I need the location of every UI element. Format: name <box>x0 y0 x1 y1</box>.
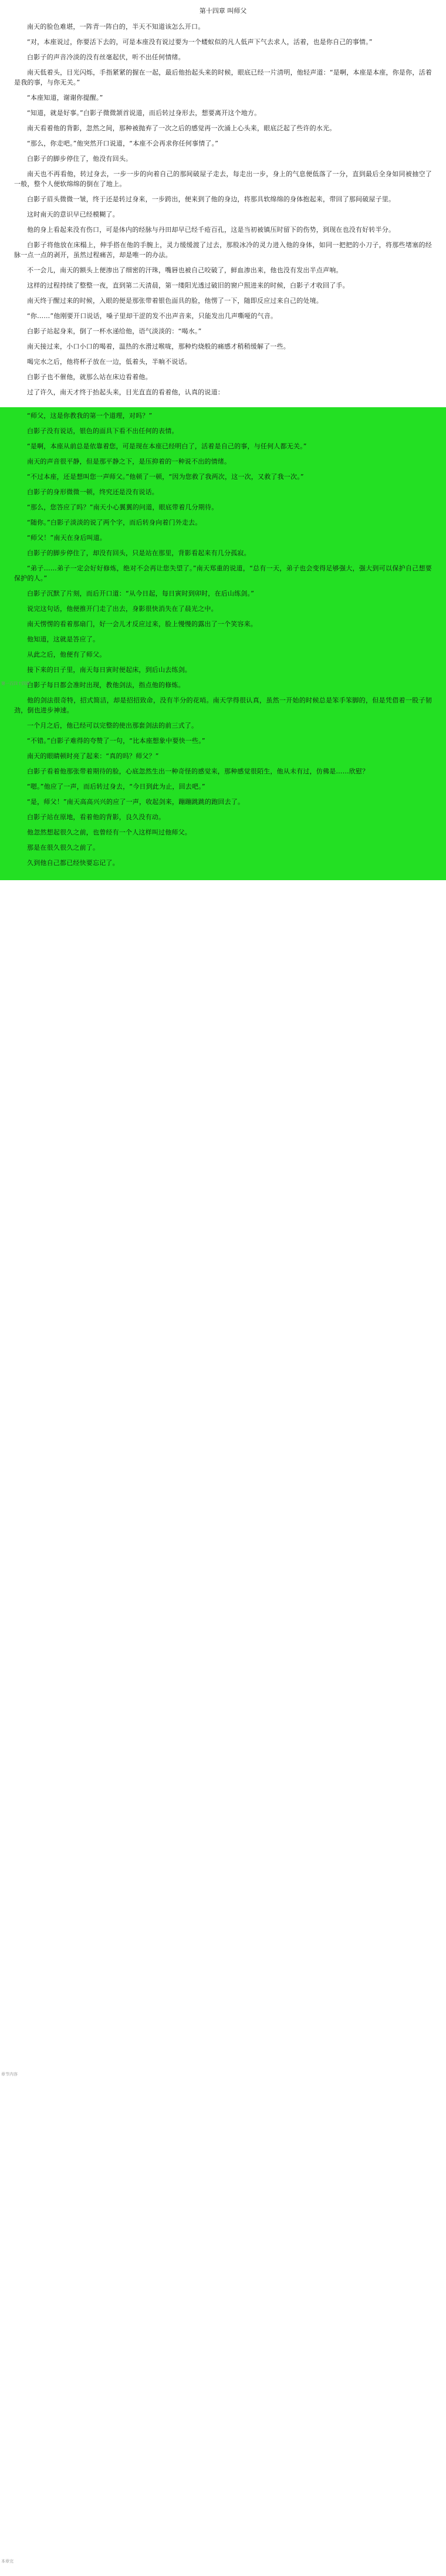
paragraph: 接下来的日子里，南天每日寅时便起床，到后山去练剑。 <box>27 666 191 674</box>
paragraph: “你……”他刚要开口说话，嗓子里却干涩的发不出声音来，只能发出几声嘶哑的气音。 <box>27 312 278 320</box>
paragraph: “那么，您答应了吗？”南天小心翼翼的问道，眼底带着几分期待。 <box>27 503 218 511</box>
paragraph: 过了许久，南天才终于抬起头来，目光直直的看着他，认真的说道： <box>27 388 224 396</box>
paragraph: 他忽然想起很久之前，也曾经有一个人这样叫过他师父。 <box>27 829 191 836</box>
paragraph: “师父，这是你教我的第一个道理，对吗？” <box>27 412 153 420</box>
paragraph: 喝完水之后，他将杯子放在一边，低着头，半晌不说话。 <box>27 358 191 366</box>
paragraph: 白影子的身形微微一顿，终究还是没有说话。 <box>27 488 158 496</box>
paragraph: 南天看着他的背影，忽然之间，那种被抛弃了一次之后的感觉再一次涌上心头来，眼底泛起了些许的水光。 <box>27 124 336 132</box>
paragraph: 白影子的脚步停住了，却没有回头，只是站在那里，背影看起来有几分孤寂。 <box>27 549 251 557</box>
paragraph: “知道，就是好事。”白影子微微颔首说道，而后转过身形去，想要离开这个地方。 <box>27 109 261 117</box>
paragraph: “嗯。”他应了一声，而后转过身去，“今日到此为止，回去吧。” <box>27 783 205 790</box>
paragraph: 白影子没有说话，银色的面具下看不出任何的表情。 <box>27 427 178 435</box>
paragraph: 这时南天的意识早已经模糊了。 <box>27 211 119 218</box>
paragraph: 久到他自己都已经快要忘记了。 <box>27 859 119 867</box>
paragraph: “弟子……弟子一定会好好修炼，绝对不会再让您失望了。”南天郑重的说道，“总有一天，弟子也会变得足够强大，强大到可以保护自己想要保护的人。” <box>14 564 432 582</box>
paragraph: 那是在很久很久之前了。 <box>27 844 100 851</box>
paragraph: “本座知道，谢谢你提醒。” <box>27 94 103 102</box>
paragraph: “不过本座，还是想叫您一声师父。”他顿了一顿，“因为您救了我两次，这一次，又救了我一次。” <box>27 473 304 481</box>
chapter-title: 第十四章 叫师父 <box>199 7 247 15</box>
paragraph: “那么，你走吧。”他突然开口说道，“本座不会再求你任何事情了。” <box>27 140 219 147</box>
margin-mark: 本章完 <box>1 2559 13 2564</box>
margin-mark: 章节内容 <box>1 2072 18 2077</box>
paragraph: 白影子也不催他，就那么站在床边看着他。 <box>27 373 152 381</box>
paragraph: “不错。”白影子难得的夸赞了一句，“比本座想象中要快一些。” <box>27 737 205 745</box>
paragraph: “是啊，本座从前总是依靠着您，可是现在本座已经明白了，活着是自己的事，与任何人都无关。” <box>27 442 307 450</box>
paragraph: “是，师父！”南天高高兴兴的应了一声，收起剑来，蹦蹦跳跳的跑回去了。 <box>27 798 245 806</box>
paragraph: 这样的过程持续了整整一夜，直到第二天清晨，第一缕阳光透过破旧的窗户照进来的时候，白影子才收回了手。 <box>27 282 349 289</box>
paragraph: 白影子沉默了片刻，而后开口道：“从今日起，每日寅时到卯时，在后山练剑。” <box>27 590 255 597</box>
paragraph: 白影子的脚步停住了，他没有回头。 <box>27 155 133 163</box>
paragraph: 南天也不再看他，转过身去，一步一步的向着自己的那间破屋子走去，每走出一步，身上的气息便低落了一分，直到最后全身如同被抽空了一般，整个人便软绵绵的倒在了地上。 <box>14 170 432 188</box>
paragraph: 他的剑法很奇特，招式简洁，却是招招致命，没有半分的花哨。南天学得很认真，虽然一开始的时候总是笨手笨脚的，但是凭借着一股子韧劲，倒也进步神速。 <box>14 697 432 714</box>
paragraph: 白影子站起身来，倒了一杯水递给他，语气淡淡的：“喝水。” <box>27 327 202 335</box>
margin-mark: 第一百四十四章 <box>1 681 30 686</box>
paragraph: 南天的声音很平静，但是那平静之下，是压抑着的一种说不出的情绪。 <box>27 458 231 465</box>
paragraph: 不一会儿，南天的额头上便渗出了细密的汗珠，嘴唇也被自己咬破了，鲜血渗出来，他也没有发出半点声响。 <box>27 266 343 274</box>
paragraph: “对，本座说过，你要活下去的，可是本座没有说过要为一个蝼蚁似的凡人低声下气去求人，活着，也是你自己的事情。” <box>27 38 373 46</box>
paragraph: 从此之后，他便有了师父。 <box>27 651 106 658</box>
paragraph: 南天愣愣的看着那扇门，好一会儿才反应过来，脸上慢慢的露出了一个笑容来。 <box>27 620 257 628</box>
paragraph: 一个月之后，他已经可以完整的使出那套剑法的前三式了。 <box>27 722 198 729</box>
paragraph: 南天低着头，目光闪烁，手指紧紧的握在一起，最后他抬起头来的时候，眼底已经一片清明，他轻声道：“是啊，本座是本座，你是你，活着是我的事，与你无关。” <box>14 69 432 86</box>
paragraph: 南天终于醒过来的时候，入眼的便是那张带着银色面具的脸，他愣了一下，随即反应过来自己的处境。 <box>27 297 323 305</box>
paragraph: 南天的脸色难堪，一阵青一阵白的，半天不知道该怎么开口。 <box>27 23 205 31</box>
paragraph: 白影子将他放在床榻上，伸手搭在他的手腕上，灵力缓缓渡了过去，那股冰冷的灵力进入他的身体，如同一把把的小刀子，将那些堵塞的经脉一点一点的剥开，虽然过程痛苦，却是唯一的办法。 <box>14 241 432 259</box>
paragraph: 说完这句话，他便推开门走了出去，身影很快消失在了晨光之中。 <box>27 605 218 613</box>
top-text-section <box>0 0 446 407</box>
paragraph: “师父！”南天在身后叫道。 <box>27 534 106 542</box>
paragraph: “随你。”白影子淡淡的说了两个字，而后转身向着门外走去。 <box>27 519 202 526</box>
paragraph: 白影子站在原地，看着他的背影，良久没有动。 <box>27 813 165 821</box>
paragraph: 他知道，这就是答应了。 <box>27 635 100 643</box>
paragraph: 南天接过来，小口小口的喝着，温热的水滑过喉咙，那种灼烧般的痛感才稍稍缓解了一些。 <box>27 343 290 350</box>
paragraph-spacer <box>14 403 432 407</box>
paragraph: 白影子看着他那张带着期待的脸，心底忽然生出一种奇怪的感觉来，那种感觉很陌生，他从未有过，仿佛是……欣慰？ <box>27 768 369 775</box>
paragraph: 他的身上看起来没有伤口，可是体内的经脉与丹田却早已经千疮百孔，这是当初被镇压时留下的伤势，到现在也没有好转半分。 <box>27 226 396 234</box>
paragraph: 南天的眼睛顿时亮了起来：“真的吗？师父？” <box>27 752 159 760</box>
paragraph: 白影子每日都会准时出现，教他剑法，指点他的修炼。 <box>27 681 185 689</box>
paragraph: 白影子眉头微微一皱，终于还是转过身来，一步跨出，便来到了他的身边，将那具软绵绵的身体抱起来，带回了那间破屋子里。 <box>27 195 396 203</box>
highlighted-text-section <box>0 407 446 880</box>
paragraph: 白影子的声音冷淡的没有丝毫起伏，听不出任何情绪。 <box>27 53 185 61</box>
